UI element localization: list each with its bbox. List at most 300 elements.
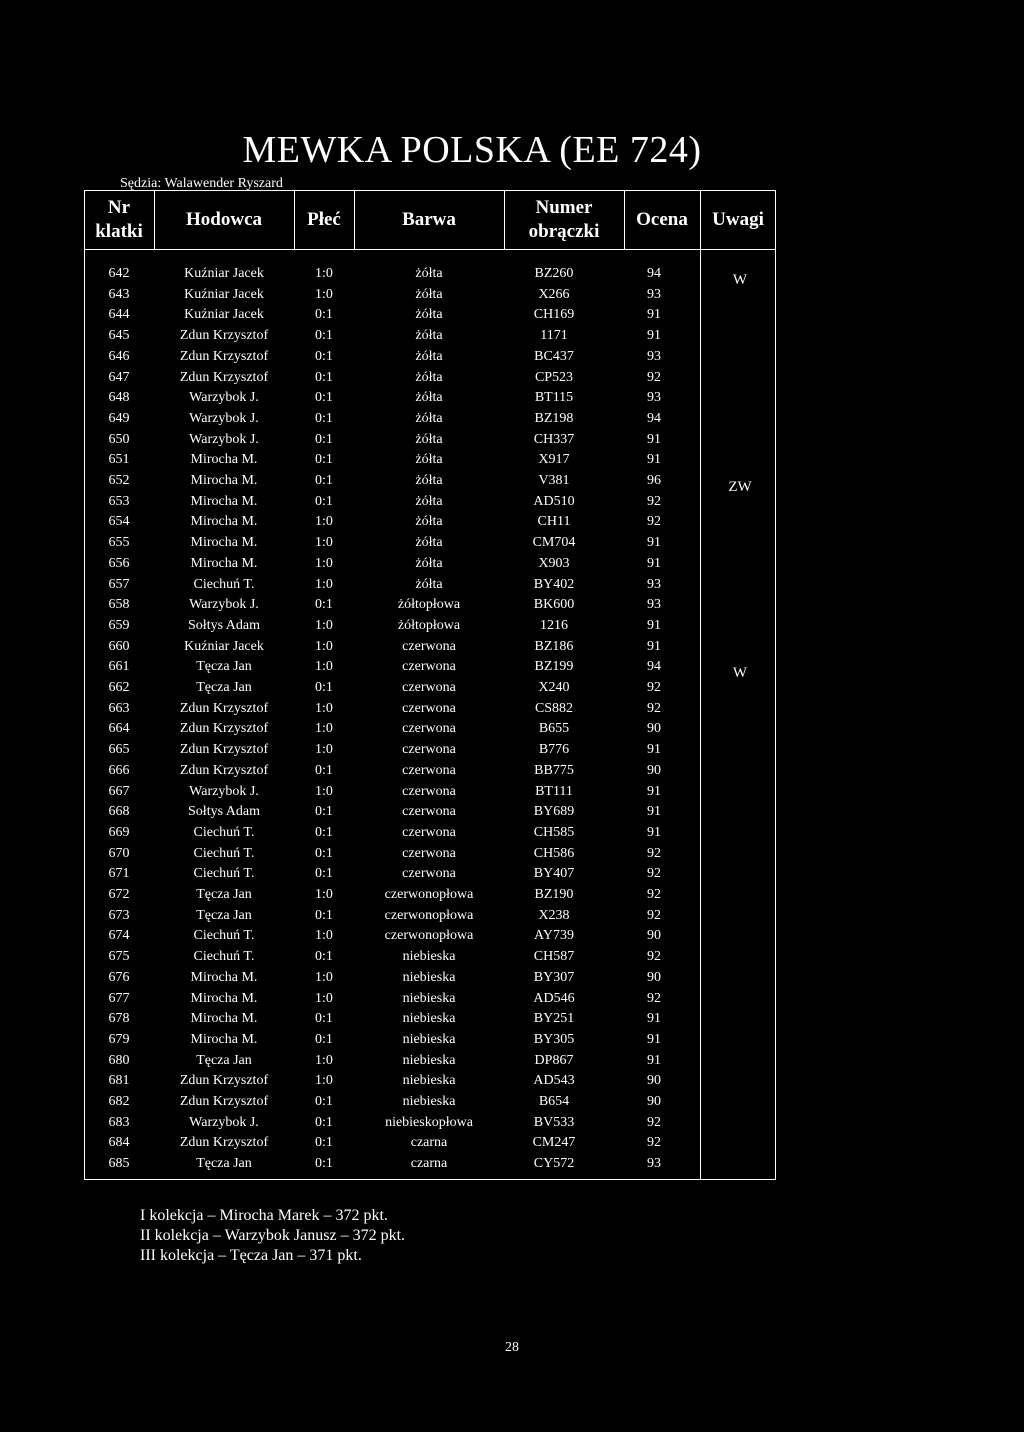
sex-cell: 0:1 <box>315 410 333 426</box>
table-row <box>84 452 776 472</box>
breeder-cell: Zdun Krzysztof <box>179 742 269 758</box>
header-plec: Płeć <box>307 209 341 231</box>
sex-cell: 0:1 <box>315 1156 333 1172</box>
ring-number-cell: X903 <box>538 555 570 571</box>
table-row <box>84 390 776 410</box>
score-cell: 91 <box>647 783 661 799</box>
breeder-cell: Warzybok J. <box>189 410 259 426</box>
score-cell: 93 <box>647 597 661 613</box>
sex-cell: 1:0 <box>315 742 333 758</box>
score-cell: 92 <box>647 369 661 385</box>
table-row <box>84 328 776 348</box>
ring-number-cell: CS882 <box>534 700 574 716</box>
breeder-cell: Tęcza Jan <box>196 1052 252 1068</box>
color-cell: żółta <box>415 348 443 364</box>
table-row <box>84 639 776 659</box>
color-cell: czerwona <box>402 680 456 695</box>
ring-number-cell: B776 <box>538 742 570 758</box>
cage-number-cell: 676 <box>108 969 130 985</box>
color-cell: żółtopłowa <box>397 617 461 633</box>
ring-number-cell: CP523 <box>534 369 574 385</box>
score-cell: 92 <box>647 949 661 965</box>
table-row <box>84 804 776 824</box>
score-cell: 92 <box>647 845 661 861</box>
sex-cell: 0:1 <box>315 1031 333 1047</box>
cage-number-cell: 652 <box>108 473 130 488</box>
color-cell: żółta <box>415 493 443 509</box>
breeder-cell: Tęcza Jan <box>196 1156 252 1172</box>
breeder-cell: Warzybok J. <box>189 783 259 799</box>
color-cell: żółta <box>415 266 443 281</box>
sex-cell: 1:0 <box>315 514 333 530</box>
ring-number-cell: X238 <box>538 907 570 923</box>
ring-number-cell: CH169 <box>533 307 575 323</box>
ring-number-cell: X266 <box>538 286 570 302</box>
score-cell: 96 <box>647 473 661 488</box>
table-row <box>84 680 776 700</box>
cage-number-cell: 678 <box>108 1011 130 1027</box>
breeder-cell: Kuźniar Jacek <box>184 266 264 281</box>
score-cell: 91 <box>647 804 661 820</box>
ring-number-cell: AD546 <box>533 990 575 1006</box>
color-cell: niebieska <box>402 969 456 985</box>
title-text: MEWKA POLSKA (EE 724) <box>242 129 702 171</box>
table-row <box>84 991 776 1011</box>
cage-number-cell: 655 <box>108 535 130 551</box>
breeder-cell: Tęcza Jan <box>196 680 252 695</box>
breeder-cell: Zdun Krzysztof <box>179 700 269 716</box>
cage-number-cell: 667 <box>108 783 130 799</box>
breeder-cell: Zdun Krzysztof <box>179 1135 269 1151</box>
color-cell: czerwona <box>402 721 456 737</box>
sex-cell: 0:1 <box>315 866 333 882</box>
breeder-cell: Mirocha M. <box>190 990 258 1006</box>
collection-line: III kolekcja – Tęcza Jan – 371 pkt. <box>140 1247 362 1264</box>
ring-number-cell: BC437 <box>534 348 574 364</box>
sex-cell: 0:1 <box>315 804 333 820</box>
score-cell: 93 <box>647 576 661 592</box>
table-row <box>84 473 776 493</box>
sex-cell: 0:1 <box>315 452 333 468</box>
sex-cell: 0:1 <box>315 1114 333 1130</box>
breeder-cell: Mirocha M. <box>190 1011 258 1027</box>
breeder-cell: Zdun Krzysztof <box>179 1094 269 1109</box>
color-cell: żółta <box>415 535 443 551</box>
score-cell: 90 <box>647 1073 661 1089</box>
ring-number-cell: DP867 <box>534 1052 574 1068</box>
sex-cell: 1:0 <box>315 887 333 902</box>
score-cell: 93 <box>647 348 661 364</box>
sex-cell: 1:0 <box>315 721 333 737</box>
breeder-cell: Ciechuń T. <box>193 928 255 944</box>
color-cell: żółta <box>415 514 443 530</box>
header-barwa: Barwa <box>402 209 456 231</box>
ring-number-cell: CH11 <box>537 514 571 530</box>
sex-cell: 1:0 <box>315 617 333 633</box>
ring-number-cell: BZ190 <box>534 887 574 902</box>
sex-cell: 0:1 <box>315 680 333 695</box>
cage-number-cell: 680 <box>108 1052 130 1068</box>
color-cell: żółta <box>415 555 443 571</box>
table-row <box>84 846 776 866</box>
score-cell: 91 <box>647 431 661 447</box>
breeder-cell: Zdun Krzysztof <box>179 369 269 385</box>
cage-number-cell: 672 <box>108 887 130 902</box>
ring-number-cell: B655 <box>538 721 570 737</box>
ring-number-cell: CH337 <box>533 431 575 447</box>
breeder-cell: Mirocha M. <box>190 1031 258 1047</box>
score-cell: 92 <box>647 1114 661 1130</box>
sex-cell: 0:1 <box>315 328 333 344</box>
score-cell: 92 <box>647 1135 661 1151</box>
table-row <box>84 928 776 948</box>
sex-cell: 1:0 <box>315 1073 333 1089</box>
breeder-cell: Ciechuń T. <box>193 866 255 882</box>
header-divider <box>154 190 155 250</box>
score-cell: 91 <box>647 617 661 633</box>
color-cell: niebieska <box>402 1052 456 1068</box>
sex-cell: 1:0 <box>315 638 333 654</box>
table-row <box>84 349 776 369</box>
color-cell: czerwona <box>402 824 456 840</box>
sex-cell: 0:1 <box>315 845 333 861</box>
cage-number-cell: 648 <box>108 390 130 406</box>
color-cell: czarna <box>410 1135 448 1151</box>
color-cell: czerwona <box>402 700 456 716</box>
ring-number-cell: CH585 <box>533 824 575 840</box>
breeder-cell: Warzybok J. <box>189 390 259 406</box>
ring-number-cell: BZ198 <box>534 410 574 426</box>
breeder-cell: Kuźniar Jacek <box>184 638 264 654</box>
cage-number-cell: 684 <box>108 1135 130 1151</box>
cage-number-cell: 643 <box>108 286 130 302</box>
breeder-cell: Warzybok J. <box>189 1114 259 1130</box>
ring-number-cell: BY689 <box>533 804 575 820</box>
ring-number-cell: BY407 <box>533 866 575 882</box>
sex-cell: 1:0 <box>315 700 333 716</box>
score-cell: 92 <box>647 514 661 530</box>
breeder-cell: Zdun Krzysztof <box>179 1073 269 1089</box>
table-row <box>84 742 776 762</box>
sex-cell: 1:0 <box>315 1052 333 1068</box>
breeder-cell: Zdun Krzysztof <box>179 762 269 778</box>
table-row <box>84 1135 776 1155</box>
ring-number-cell: BK600 <box>533 597 575 613</box>
cage-number-cell: 663 <box>108 700 130 716</box>
table-row <box>84 721 776 741</box>
table-row <box>84 701 776 721</box>
score-cell: 90 <box>647 721 661 737</box>
table-row <box>84 908 776 928</box>
color-cell: żółta <box>415 390 443 406</box>
cage-number-cell: 671 <box>108 866 130 882</box>
cage-number-cell: 670 <box>108 845 130 861</box>
color-cell: żółta <box>415 452 443 468</box>
breeder-cell: Zdun Krzysztof <box>179 721 269 737</box>
score-cell: 93 <box>647 1156 661 1172</box>
ring-number-cell: BT111 <box>535 783 573 799</box>
score-cell: 93 <box>647 286 661 302</box>
ring-number-cell: BY251 <box>533 1011 575 1027</box>
breeder-cell: Tęcza Jan <box>196 659 252 675</box>
color-cell: niebieska <box>402 1073 456 1089</box>
breeder-cell: Tęcza Jan <box>196 887 252 902</box>
cage-number-cell: 650 <box>108 431 130 447</box>
score-cell: 91 <box>647 307 661 323</box>
cage-number-cell: 666 <box>108 762 130 778</box>
color-cell: czerwona <box>402 762 456 778</box>
color-cell: żółta <box>415 328 443 344</box>
cage-number-cell: 681 <box>108 1073 130 1089</box>
table-row <box>84 411 776 431</box>
breeder-cell: Zdun Krzysztof <box>179 348 269 364</box>
table-row <box>84 1094 776 1114</box>
header-divider <box>504 190 505 250</box>
cage-number-cell: 669 <box>108 824 130 840</box>
sex-cell: 0:1 <box>315 597 333 613</box>
breeder-cell: Tęcza Jan <box>196 907 252 923</box>
table-row <box>84 1053 776 1073</box>
cage-number-cell: 683 <box>108 1114 130 1130</box>
color-cell: czerwona <box>402 845 456 861</box>
score-cell: 94 <box>647 266 661 281</box>
table-row <box>84 597 776 617</box>
color-cell: czerwona <box>402 742 456 758</box>
cage-number-cell: 662 <box>108 680 130 695</box>
page-title <box>0 128 860 172</box>
sex-cell: 0:1 <box>315 493 333 509</box>
table-row <box>84 1011 776 1031</box>
collection-line: I kolekcja – Mirocha Marek – 372 pkt. <box>140 1207 388 1224</box>
color-cell: niebieska <box>402 990 456 1006</box>
ring-number-cell: CY572 <box>533 1156 575 1172</box>
color-cell: niebieska <box>402 1031 456 1047</box>
ring-number-cell: X240 <box>538 680 570 695</box>
ring-number-cell: CM247 <box>532 1135 576 1151</box>
score-cell: 91 <box>647 1011 661 1027</box>
sex-cell: 0:1 <box>315 431 333 447</box>
table-row <box>84 970 776 990</box>
table-row <box>84 535 776 555</box>
cage-number-cell: 647 <box>108 369 130 385</box>
table-row <box>84 307 776 327</box>
score-cell: 92 <box>647 990 661 1006</box>
breeder-cell: Mirocha M. <box>190 493 258 509</box>
cage-number-cell: 674 <box>108 928 130 944</box>
score-cell: 92 <box>647 700 661 716</box>
cage-number-cell: 661 <box>108 659 130 675</box>
breeder-cell: Kuźniar Jacek <box>184 307 264 323</box>
sex-cell: 0:1 <box>315 307 333 323</box>
cage-number-cell: 668 <box>108 804 130 820</box>
table-row <box>84 1156 776 1176</box>
cage-number-cell: 677 <box>108 990 130 1006</box>
ring-number-cell: BB775 <box>534 762 574 778</box>
header-divider <box>624 190 625 250</box>
cage-number-cell: 658 <box>108 597 130 613</box>
color-cell: czerwonopłowa <box>384 887 474 902</box>
header-nr: Nr klatki <box>95 197 143 242</box>
score-cell: 90 <box>647 969 661 985</box>
header-divider <box>294 190 295 250</box>
color-cell: czerwona <box>402 804 456 820</box>
score-cell: 91 <box>647 555 661 571</box>
color-cell: żółta <box>415 286 443 302</box>
cage-number-cell: 657 <box>108 576 130 592</box>
color-cell: czerwona <box>402 866 456 882</box>
ring-number-cell: AD543 <box>533 1073 575 1089</box>
table-row <box>84 618 776 638</box>
color-cell: czerwonopłowa <box>384 928 474 944</box>
page-number: 28 <box>505 1340 519 1355</box>
ring-number-cell: 1171 <box>540 328 568 344</box>
header-uwagi: Uwagi <box>712 209 764 231</box>
breeder-cell: Kuźniar Jacek <box>184 286 264 302</box>
sex-cell: 0:1 <box>315 949 333 965</box>
ring-number-cell: 1216 <box>540 617 568 633</box>
breeder-cell: Ciechuń T. <box>193 845 255 861</box>
header-numer: Numer obrączki <box>528 197 600 242</box>
breeder-cell: Mirocha M. <box>190 473 258 488</box>
score-cell: 91 <box>647 1052 661 1068</box>
sex-cell: 1:0 <box>315 555 333 571</box>
score-cell: 91 <box>647 328 661 344</box>
cage-number-cell: 665 <box>108 742 130 758</box>
collection-line: II kolekcja – Warzybok Janusz – 372 pkt. <box>140 1227 406 1244</box>
color-cell: czerwona <box>402 638 456 654</box>
sex-cell: 0:1 <box>315 907 333 923</box>
score-cell: 92 <box>647 866 661 882</box>
ring-number-cell: CM704 <box>532 535 576 551</box>
score-cell: 92 <box>647 907 661 923</box>
score-cell: 91 <box>647 1031 661 1047</box>
breeder-cell: Mirocha M. <box>190 555 258 571</box>
breeder-cell: Warzybok J. <box>189 597 259 613</box>
uwagi-cell: W <box>732 665 748 682</box>
color-cell: czarna <box>410 1156 448 1172</box>
color-cell: żółtopłowa <box>397 597 461 613</box>
header-ocena: Ocena <box>636 209 688 231</box>
sex-cell: 0:1 <box>315 390 333 406</box>
table-row <box>84 1073 776 1093</box>
sex-cell: 0:1 <box>315 369 333 385</box>
sex-cell: 0:1 <box>315 1011 333 1027</box>
table-row <box>84 866 776 886</box>
cage-number-cell: 659 <box>108 617 130 633</box>
table-row <box>84 370 776 390</box>
ring-number-cell: CH587 <box>533 949 575 965</box>
breeder-cell: Mirocha M. <box>190 452 258 468</box>
breeder-cell: Warzybok J. <box>189 431 259 447</box>
sex-cell: 1:0 <box>315 286 333 302</box>
color-cell: niebieska <box>402 1011 456 1027</box>
sex-cell: 1:0 <box>315 266 333 281</box>
table-row <box>84 949 776 969</box>
sex-cell: 1:0 <box>315 928 333 944</box>
cage-number-cell: 675 <box>108 949 130 965</box>
cage-number-cell: 664 <box>108 721 130 737</box>
table-row <box>84 266 776 286</box>
color-cell: czerwona <box>402 659 456 675</box>
table-row <box>84 287 776 307</box>
score-cell: 90 <box>647 928 661 944</box>
table-row <box>84 494 776 514</box>
color-cell: żółta <box>415 307 443 323</box>
ring-number-cell: BY307 <box>533 969 575 985</box>
sex-cell: 0:1 <box>315 348 333 364</box>
score-cell: 91 <box>647 638 661 654</box>
score-cell: 92 <box>647 680 661 695</box>
breeder-cell: Ciechuń T. <box>193 949 255 965</box>
color-cell: niebieskopłowa <box>385 1114 473 1130</box>
header-divider <box>354 190 355 250</box>
color-cell: żółta <box>415 369 443 385</box>
cage-number-cell: 660 <box>108 638 130 654</box>
table-row <box>84 887 776 907</box>
table-row <box>84 514 776 534</box>
cage-number-cell: 656 <box>108 555 130 571</box>
sex-cell: 0:1 <box>315 762 333 778</box>
ring-number-cell: CH586 <box>533 845 575 861</box>
breeder-cell: Mirocha M. <box>190 969 258 985</box>
breeder-cell: Ciechuń T. <box>193 824 255 840</box>
ring-number-cell: V381 <box>538 473 570 488</box>
header-hodowca: Hodowca <box>186 209 262 231</box>
sex-cell: 0:1 <box>315 824 333 840</box>
sex-cell: 1:0 <box>315 659 333 675</box>
ring-number-cell: BY402 <box>533 576 575 592</box>
color-cell: żółta <box>415 410 443 426</box>
uwagi-cell: W <box>732 272 748 288</box>
cage-number-cell: 673 <box>108 907 130 923</box>
table-row <box>84 577 776 597</box>
cage-number-cell: 651 <box>108 452 130 468</box>
table-row <box>84 825 776 845</box>
sex-cell: 1:0 <box>315 990 333 1006</box>
score-cell: 91 <box>647 824 661 840</box>
ring-number-cell: BZ186 <box>534 638 574 654</box>
breeder-cell: Mirocha M. <box>190 535 258 551</box>
cage-number-cell: 644 <box>108 307 130 323</box>
color-cell: żółta <box>415 473 443 488</box>
ring-number-cell: BY305 <box>533 1031 575 1047</box>
cage-number-cell: 654 <box>108 514 130 530</box>
uwagi-cell: ZW <box>728 479 752 495</box>
color-cell: czerwona <box>402 783 456 799</box>
sex-cell: 0:1 <box>315 1094 333 1109</box>
breeder-cell: Zdun Krzysztof <box>179 328 269 344</box>
color-cell: żółta <box>415 576 443 592</box>
cage-number-cell: 649 <box>108 410 130 426</box>
score-cell: 91 <box>647 535 661 551</box>
sex-cell: 1:0 <box>315 535 333 551</box>
judge-label: Sędzia: Walawender Ryszard <box>120 176 283 191</box>
table-row <box>84 763 776 783</box>
color-cell: czerwonopłowa <box>384 907 474 923</box>
breeder-cell: Sołtys Adam <box>188 804 260 820</box>
cage-number-cell: 653 <box>108 493 130 509</box>
breeder-cell: Mirocha M. <box>190 514 258 530</box>
header-divider <box>700 190 701 250</box>
color-cell: niebieska <box>402 1094 456 1109</box>
cage-number-cell: 646 <box>108 348 130 364</box>
cage-number-cell: 642 <box>108 266 130 281</box>
ring-number-cell: AY739 <box>534 928 574 944</box>
ring-number-cell: BV533 <box>533 1114 575 1130</box>
sex-cell: 1:0 <box>315 783 333 799</box>
table-row <box>84 659 776 679</box>
score-cell: 94 <box>647 410 661 426</box>
